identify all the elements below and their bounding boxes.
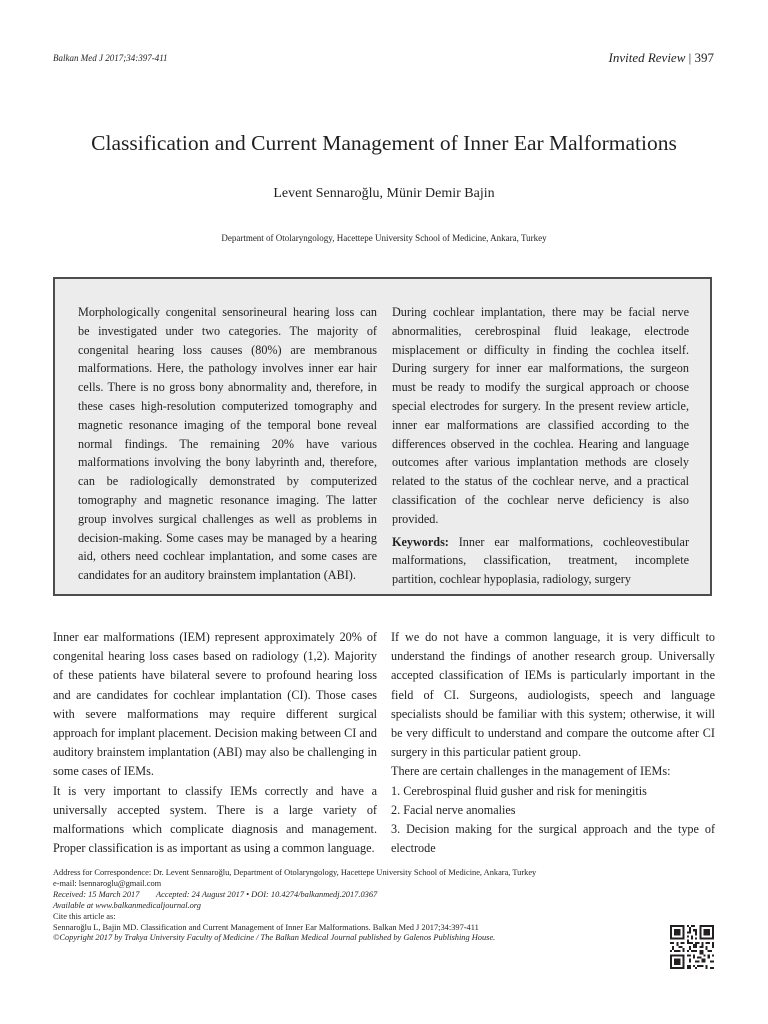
section-label: Invited Review [608, 50, 686, 65]
body-paragraph: If we do not have a common language, it is very difficult to understand the findings of another research group. Universally accepted classification of IEMs is particularly important in the field of CI. Surgeons, audiologists, speech and language specialists should be familiar with this system; otherwise, it will be very difficult to understand and compare the outcome after CI surgery in this particular patient group. [391, 630, 715, 760]
citation-text: Sennaroğlu L, Bajin MD. Classification and Current Management of Inner Ear Malformations. Balkan Med J 2017;34:397-411 [53, 922, 479, 932]
footer [53, 868, 653, 944]
journal-citation: Balkan Med J 2017;34:397-411 [53, 53, 168, 63]
page-header [609, 50, 715, 66]
page-number: 397 [694, 50, 714, 65]
abstract-right-text: During cochlear implantation, there may be facial nerve abnormalities, cerebrospinal fluid leakage, electrode misplacement or difficulty in finding the cochlea itself. During surgery for inner ear malformations, the surgeon must be ready to modify the surgical approach or choose special electrodes for surgery. In the present review article, inner ear malformations are classified according to the differences observed in the cochlea. Hearing and language outcomes after various implantation methods are closely related to the status of the cochlear nerve, and a practical classification of the cochlear nerve deficiency is also provided. [392, 305, 689, 526]
body-paragraph: It is very important to classify IEMs correctly and have a universally accepted system. There is a large variety of malformations which complicate diagnosis and management. Proper classification is as important as using a common language. [53, 783, 377, 856]
availability-link: Available at www.balkanmedicaljournal.org [53, 900, 201, 910]
article-title: Classification and Current Management of Inner Ear Malformations [91, 131, 677, 155]
abstract-right-column [392, 303, 689, 589]
keywords-text: Inner ear malformations, cochleovestibular malformations, classification, treatment, incomplete partition, cochlear hypoplasia, radiology, surgery [392, 534, 689, 587]
article-authors: Levent Sennaroğlu, Münir Demir Bajin [273, 186, 495, 201]
abstract-left-column: Morphologically congenital sensorineural hearing loss can be investigated under two categories. The majority of congenital hearing loss causes (80%) are membranous malformations. Here, the pathology involves inner ear hair cells. There is no gross bony abnormality and, therefore, in these cases high-resolution computerized tomography and magnetic resonance imaging of the temporal bone reveal normal findings. The remaining 20% have various malformations involving the bony labyrinth and, therefore, can be radiologically demonstrated by computerized tomography and magnetic resonance imaging. The latter group involves surgical challenges as well as problems in decision-making. Some cases may be managed by a hearing aid, others need cochlear implantation, and some cases are candidates for an auditory brainstem implantation (ABI). [78, 305, 377, 583]
body-paragraph: There are certain challenges in the management of IEMs: [391, 764, 671, 779]
body-right-column [391, 628, 715, 858]
author-affiliation: Department of Otolaryngology, Hacettepe University School of Medicine, Ankara, Turkey [221, 233, 547, 243]
list-item: 1. Cerebrospinal fluid gusher and risk for meningitis [391, 783, 647, 798]
qr-code-icon [670, 925, 714, 969]
correspondence-address: Address for Correspondence: Dr. Levent Sennaroğlu, Department of Otolaryngology, Hacettepe University School of Medicine, Ankara, Turkey [53, 868, 537, 877]
correspondence-email: e-mail: lsennaroglu@gmail.com [53, 878, 162, 888]
article-dates: Received: 15 March 2017 Accepted: 24 August 2017 • DOI: 10.4274/balkanmedj.2017.0367 [53, 889, 378, 899]
body-left-column [53, 628, 377, 858]
keywords [392, 533, 689, 589]
cite-label: Cite this article as: [53, 911, 116, 921]
header-separator: | [688, 50, 692, 65]
copyright-notice: ©Copyright 2017 by Trakya University Faculty of Medicine / The Balkan Medical Journal published by Galenos Publishing House. [53, 933, 496, 943]
body-paragraph: Inner ear malformations (IEM) represent approximately 20% of congenital hearing loss cases based on radiology (1,2). Majority of these patients have bilateral severe to profound hearing loss and are candidates for cochlear implantation (CI). Those cases with severe malformations may require different surgical approach for implant placement. Decision making between CI and auditory brainstem implantation (ABI) may also be challenging in some cases of IEMs. [53, 630, 377, 779]
keywords-label: Keywords: [392, 534, 449, 549]
list-item: 2. Facial nerve anomalies [391, 802, 516, 817]
list-item: 3. Decision making for the surgical approach and the type of electrode [391, 822, 715, 856]
abstract-box [53, 277, 712, 596]
